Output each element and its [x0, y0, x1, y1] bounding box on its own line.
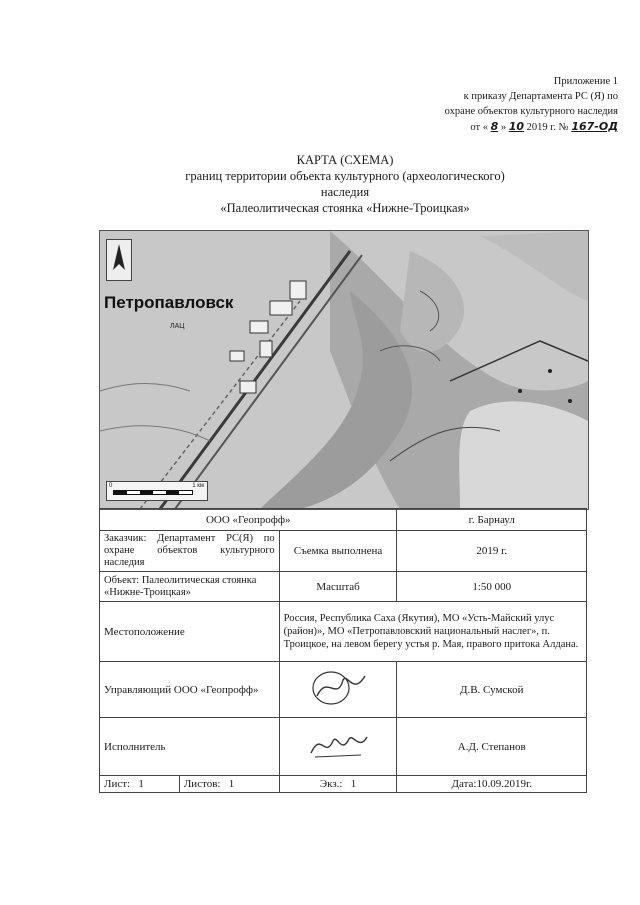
- appendix-line-2: к приказу Департамента РС (Я) по: [463, 91, 618, 102]
- appendix-line-3: охране объектов культурного наследия: [444, 106, 618, 117]
- title-block-table: [99, 508, 587, 793]
- executor-signature: [279, 718, 397, 776]
- stamp-survey-year: 2019 г.: [397, 531, 587, 572]
- manager-signature: [279, 662, 397, 718]
- map-small-label: ЛАЦ: [170, 323, 185, 330]
- document-title: [110, 152, 580, 216]
- stamp-executor-name: А.Д. Степанов: [397, 718, 587, 776]
- stamp-manager-name: Д.В. Сумской: [397, 662, 587, 718]
- appendix-date-line: от « 8 » 10 2019 г. № 167-ОД: [470, 120, 618, 133]
- scale-unit: 1 км: [192, 483, 204, 489]
- appendix-number: 167-ОД: [571, 120, 618, 133]
- stamp-org: ООО «Геопрофф»: [100, 509, 397, 531]
- stamp-object: Объект: Палеолитическая стоянка «Нижне-Троицкая»: [100, 572, 280, 602]
- stamp-city: г. Барнаул: [397, 509, 587, 531]
- stamp-row-org: [100, 509, 587, 531]
- manager-signature-graphic: [303, 666, 373, 710]
- stamp-row-object: [100, 572, 587, 602]
- executor-signature-graphic: [303, 725, 373, 765]
- title-line-1: КАРТА (СХЕМА): [296, 153, 394, 167]
- scale-bar-graphic: [113, 490, 193, 495]
- stamp-customer: Заказчик: Департамент РС(Я) по охране объектов культурного наследия: [100, 531, 280, 572]
- map-scale-bar: [106, 481, 208, 501]
- stamp-row-executor: [100, 718, 587, 776]
- title-line-4: «Палеолитическая стоянка «Нижне-Троицкая»: [220, 201, 470, 215]
- scale-zero: 0: [109, 483, 113, 489]
- stamp-location-label: Местоположение: [100, 602, 280, 662]
- title-line-3: наследия: [320, 185, 370, 199]
- stamp-manager-label: Управляющий ООО «Геопрофф»: [100, 662, 280, 718]
- appendix-month: 10: [508, 120, 525, 133]
- stamp-row-location: [100, 602, 587, 662]
- stamp-row-manager: [100, 662, 587, 718]
- title-line-2: границ территории объекта культурного (археологического): [185, 169, 505, 183]
- stamp-executor-label: Исполнитель: [100, 718, 280, 776]
- stamp-row-customer: [100, 531, 587, 572]
- north-arrow-icon: [106, 239, 132, 281]
- map-image: [99, 230, 589, 510]
- stamp-location-value: Россия, Республика Саха (Якутия), МО «Усть-Майский улус (район)», МО «Петропавловский национальный наслег», п. Троицкое, на левом берегу устья р. Мая, правого притока Алдана.: [279, 602, 586, 662]
- map-place-label: Петропавловск: [104, 293, 234, 312]
- stamp-sheet: Лист: 1: [100, 776, 180, 793]
- appendix-block: [368, 74, 618, 135]
- stamp-row-footer: [100, 776, 587, 793]
- appendix-line-1: Приложение 1: [553, 76, 618, 87]
- stamp-scale-value: 1:50 000: [397, 572, 587, 602]
- stamp-sheets: Листов: 1: [179, 776, 279, 793]
- stamp-date: Дата:10.09.2019г.: [397, 776, 587, 793]
- stamp-copies: Экз.: 1: [279, 776, 397, 793]
- appendix-day: 8: [490, 120, 499, 133]
- map-drawing: [100, 231, 588, 509]
- stamp-survey-label: Съемка выполнена: [279, 531, 397, 572]
- stamp-scale-label: Масштаб: [279, 572, 397, 602]
